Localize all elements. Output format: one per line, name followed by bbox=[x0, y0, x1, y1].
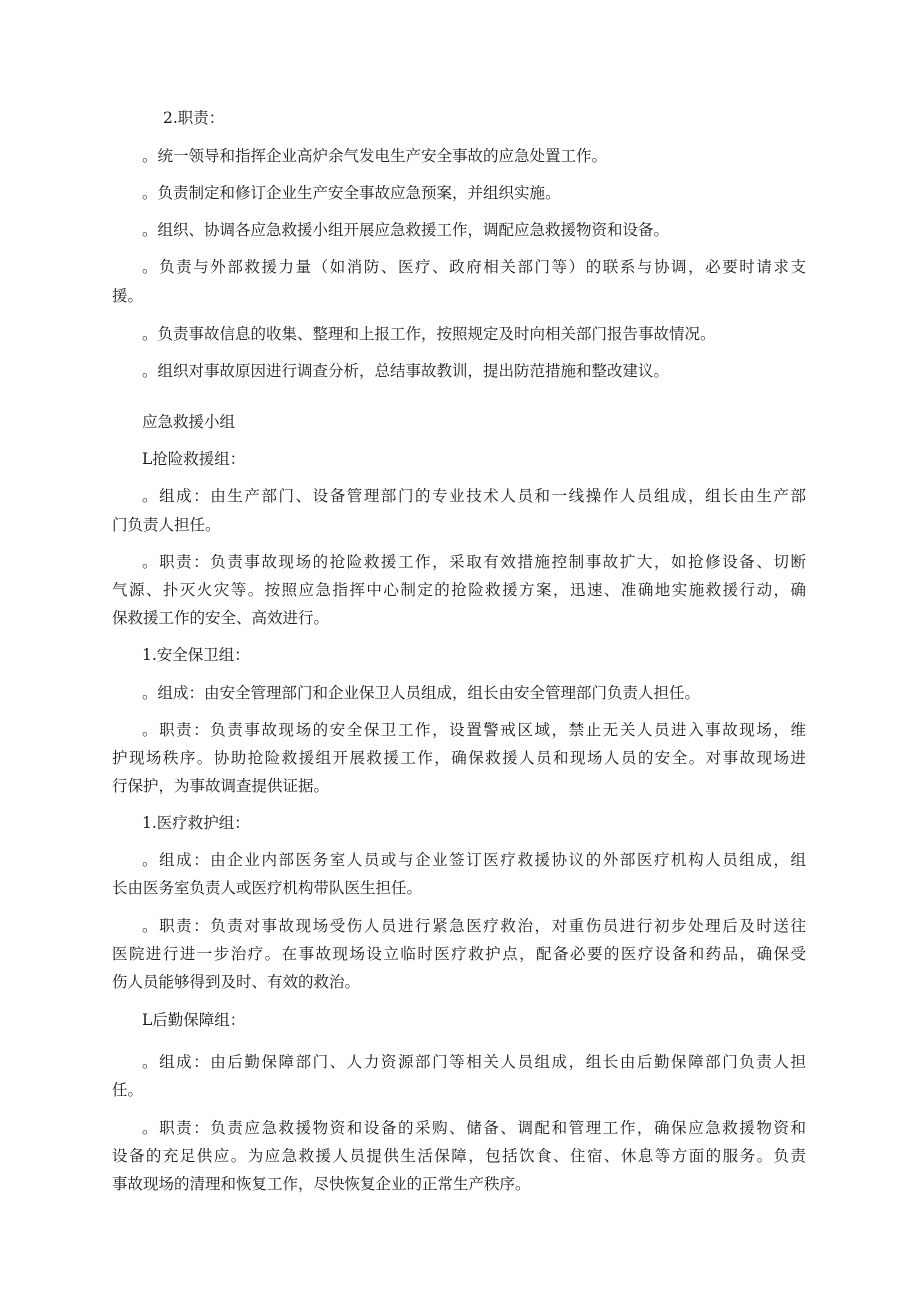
group-composition-line: 任。 bbox=[112, 1081, 144, 1099]
group-duties-line: 医院进行进一步治疗。在事故现场设立临时医疗救护点，配备必要的医疗设备和药品，确保受 bbox=[112, 945, 806, 963]
duty-item-4-line-2: 援。 bbox=[112, 287, 144, 305]
group-composition-line: 。组成：由后勤保障部门、人力资源部门等相关人员组成，组长由后勤保障部门负责人担 bbox=[142, 1053, 806, 1071]
duties-heading: 2.职责： bbox=[163, 109, 225, 127]
group-heading: 1.安全保卫组： bbox=[142, 646, 250, 664]
group-composition-line: 。组成：由安全管理部门和企业保卫人员组成，组长由安全管理部门负责人担任。 bbox=[142, 684, 701, 702]
duty-item-2: 。负责制定和修订企业生产安全事故应急预案，并组织实施。 bbox=[142, 184, 561, 202]
group-composition-line: 门负责人担任。 bbox=[112, 516, 221, 534]
group-duties-line: 气源、扑灭火灾等。按照应急指挥中心制定的抢险救援方案，迅速、准确地实施救援行动，确 bbox=[112, 581, 806, 599]
group-duties-line: 。职责：负责事故现场的安全保卫工作，设置警戒区域，禁止无关人员进入事故现场，维 bbox=[142, 721, 806, 739]
section-title: 应急救援小组 bbox=[142, 413, 236, 431]
group-duties-line: 事故现场的清理和恢复工作，尽快恢复企业的正常生产秩序。 bbox=[112, 1175, 531, 1193]
group-duties-line: 保救援工作的安全、高效进行。 bbox=[112, 609, 330, 627]
duty-item-3: 。组织、协调各应急救援小组开展应急救援工作，调配应急救援物资和设备。 bbox=[142, 221, 670, 239]
group-composition-line: 。组成：由生产部门、设备管理部门的专业技术人员和一线操作人员组成，组长由生产部 bbox=[142, 487, 806, 505]
group-duties-line: 设备的充足供应。为应急救援人员提供生活保障，包括饮食、住宿、休息等方面的服务。负责 bbox=[112, 1147, 806, 1165]
duty-item-1: 。统一领导和指挥企业高炉余气发电生产安全事故的应急处置工作。 bbox=[142, 147, 608, 165]
group-heading: L后勤保障组： bbox=[142, 1011, 246, 1029]
duty-item-4-line-1: 。负责与外部救援力量（如消防、医疗、政府相关部门等）的联系与协调，必要时请求支 bbox=[142, 258, 806, 276]
group-duties-line: 。职责：负责对事故现场受伤人员进行紧急医疗救治，对重伤员进行初步处理后及时送往 bbox=[142, 917, 806, 935]
group-heading: 1.医疗救护组： bbox=[142, 814, 250, 832]
group-duties-line: 。职责：负责应急救援物资和设备的采购、储备、调配和管理工作，确保应急救援物资和 bbox=[142, 1119, 806, 1137]
duty-item-5: 。负责事故信息的收集、整理和上报工作，按照规定及时向相关部门报告事故情况。 bbox=[142, 325, 716, 343]
group-duties-line: 。职责：负责事故现场的抢险救援工作，采取有效措施控制事故扩大，如抢修设备、切断 bbox=[142, 553, 806, 571]
group-composition-line: 长由医务室负责人或医疗机构带队医生担任。 bbox=[112, 879, 423, 897]
group-composition-line: 。组成：由企业内部医务室人员或与企业签订医疗救援协议的外部医疗机构人员组成，组 bbox=[142, 851, 806, 869]
group-duties-line: 行保护，为事故调查提供证据。 bbox=[112, 777, 330, 795]
group-duties-line: 护现场秩序。协助抢险救援组开展救援工作，确保救援人员和现场人员的安全。对事故现场进 bbox=[112, 749, 806, 767]
group-heading: L抢险救援组： bbox=[142, 450, 246, 468]
group-duties-line: 伤人员能够得到及时、有效的救治。 bbox=[112, 973, 361, 991]
duty-item-6: 。组织对事故原因进行调查分析，总结事故教训，提出防范措施和整改建议。 bbox=[142, 362, 670, 380]
